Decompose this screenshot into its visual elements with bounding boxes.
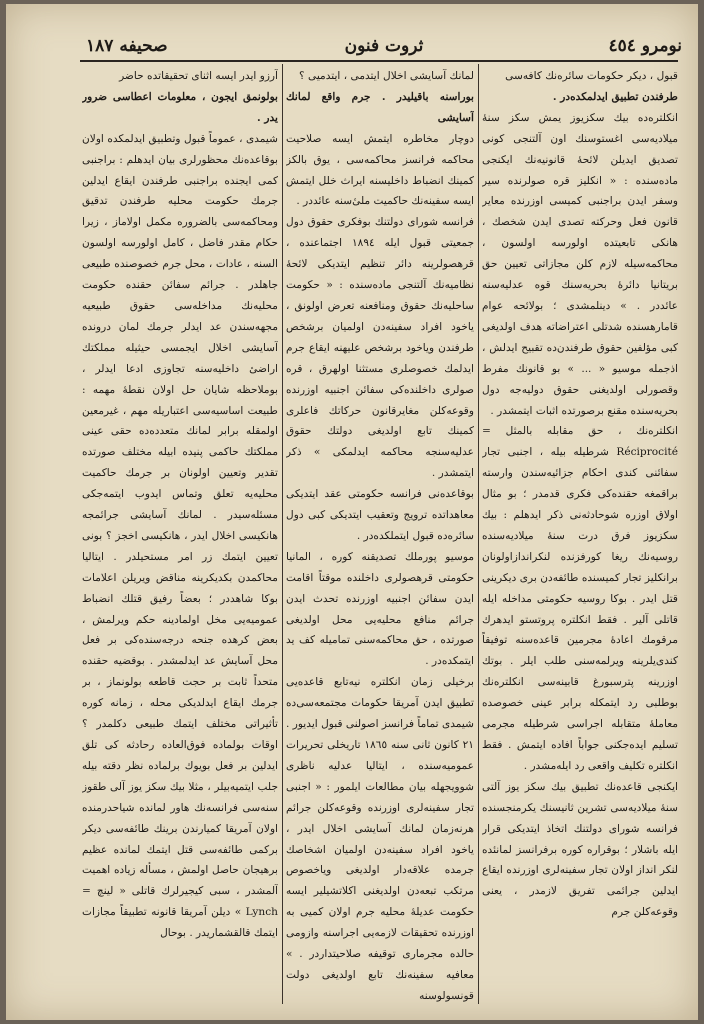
paragraph: بوقاعده‌نى فرانسه حكومتى عقد ايتديكى معاهداتده ترويج وتعقيب ايتديكى كبى دول سائره‌ده قبول ايتملكده‌در . (286, 488, 474, 542)
paragraph: بولونمق ايجون ، معلومات اعطاسى ضرور يدر . (82, 90, 278, 124)
paragraph: انكلتره‌ده بيك سكزيوز يمش سكز سنه‌ٔ ميلاديه‌سى اغستوسنك اون آلتنجى كونى تصديق ايديلن لائحهٔ قانونيه‌نك ايكنجى ماده‌سنده : « انكليز قره صولرنده سير وسفر ايدن براجنبى كميسى اوزرنده معاير قانون فعل وحركته تصدى ايدن شخصك ، هانكى تابعيتده اولورسه اولسون ، محاكمه‌سيله لازم كلن مجازاتى تعيين حق بريتانيا دائرهٔ بحريه‌سنك قوه عدليه‌سنه عائددر . » دينلمشدى ؛ بولائحه عوام قامارهسنده شدتلى اعتراضاته هدف اولديغى كبى مؤلفين حقوق طرفندن‌ده تقبيح ايدلش ، اذجمله موسيو « ... » بو قانونك مفرط وقصورلى اولديغنى حقوق دوليه‌جه دول بحريه‌سنده مقنع برصورتده اثبات ايتمشدر . (482, 111, 678, 417)
column-divider-right (478, 64, 479, 1004)
paragraph: موسيو پورملك تصديقنه كوره ، المانيا حكومتى قرهصولرى داخلنده موقتاً اقامت ايدن سفائن اجنبيه اوزرنده تحدث ايدن جرائم منافع محليه‌يى محل اولديغى صورتده ، حق محاكمه‌سنى تماميله كف يد ايتمكده‌در . (286, 550, 474, 668)
paragraph: آرزو ايدر ايسه اثناى تحقيقاتده حاضر (119, 70, 278, 82)
paragraph: فرانسه شوراى دولتنك بوفكرى حقوق دول جمعيتى قبول ايله ١٨٩٤ اجتماعنده ، قرهصولرينه دائر تنظيم ايتديكى لائحهٔ نظاميه‌نك آلتنجى ماده‌سنده : « حكومت ساحليه‌نك حقوق ومنافعنه تعرض اولونق ، ياخود افراد سفينه‌دن اولميان برشخص طرفندن وياخود برشخص عليهنه ايقاع جرم ايدلمك خصوصلرى مستثنا اولهرق ، قره صولرى داخلنده‌كى سفائن اجنبيه اوزرنده وقوعه‌كلن مغايرقانون حركاتك فاعلرى كمينك تابع اولديغى دولتك حقوق عدليه‌سنجه محاكمه ايدلمكى » ذكر ايتمشدر . (286, 216, 474, 480)
paragraph: ايكنجى قاعده‌نك تطبيق بيك سكز يوز آلتى سنهٔ ميلاديه‌سى تشرين ثانيسنك يكرمنجسنده فرانسه شوراى دولتنك اتخاذ ايتديكى قرار ايله باشلار ؛ بوقراره كوره برفرانسز لمانئده لنكر انداز اولان تجار سفينه‌لرى اوزرنده ايقاع ايدلين جرائمى تفريق لازمدر ، يعنى وقوعه‌كلن جرم (482, 780, 678, 919)
paragraph: لمانك آسايشى اخلال ايتدمى ، ايتدميى ؟ (299, 70, 474, 82)
page-number: صحيفه ١٨٧ (86, 36, 168, 56)
paragraph: برخيلى زمان انكلتره‌ نيه‌تابع قاعده‌يى تطبيق ايدن آمريقا حكومات مجتمعه‌سى‌ده شيمدى تماماً فرانسز اصولنى قبول ايديور . (286, 676, 474, 731)
paragraph: بوراسنه باقيليدر . جرم واقع لمانك آسايشى (286, 90, 474, 124)
paragraph: انكلتره‌نك ، حق مقابله بالمثل = Réciprocité شرطيله بيله ، اجنبى تجار سفائنى كندى احكام جزائيه‌سندن وارسته براقمغه حقنده‌كى فكرى قدمدر ؛ بو مثال اولاق اوزره شوحادثه‌نى ذكر ايدهلم : بيك سكزيوز فرق درت سنهٔ ميلاديه‌سنده روسيه‌نك ريغا كورفزنده لنكراندازاولونان برانكليز تجار كميسنده طائفه‌دن برى ديكرينى قتل ايدر . بوكا روسيه حكومتى مداخله ايله قاتلى آلير . فقط انكلتره پروتستو ايدهرك مرقومك اعادهٔ مجرمين قاعده‌سنه توفيقاً كندى‌يلرينه ويرلمه‌سنى طلب ايلر . بوتك اوزرينه‌ پترسبورغ قابينه‌سى انكلتره‌نك بوطلبى رد ايتمكله برابر عينى خصوصده معامله‌ٔ متقابله اجراسى شرطيله مجرمى تسليم ايده‌جكنى جواباً افاده ايتمش . فقط انكلتره تكليف واقعى رد ايله‌مشدر . (482, 425, 678, 772)
paragraph: ٢١ كانون ثانى سنه ١٨٦٥ تاريخلى تحريرات عموميه‌سنده ، ايتاليا عدليه ناظرى شوويجهله بيان مطالعات ايلمور : « اجنبى تجار سفينه‌لرى اوزرنده وقوعه‌كلن جرائم هرنه‌زمان لمانك آسايشى اخلال ايدر ، ياخود افراد سفينه‌دن اولميان اشخاصك جرمده علاقه‌دار اولديغى وياخصوص مرتكب تبعه‌دن اولديغنى اكلاتشيلير ايسه حكومت عديله‌ٔ محليه جرم اولان كميى‌ به اوزرنده تحقيقات لازمه‌يى اجراسنه وازومى حالده مجرمارى توقيفه صلاحيتداردر . » معافيه سفينه‌نك تابع اولديغى دولت قونسولوسنه (286, 739, 474, 1002)
column-divider-left (282, 64, 283, 1004)
column-right (482, 66, 678, 1006)
paragraph: دوچار مخاطره ايتمش ايسه صلاحيت محاكمه فرانسز محاكمه‌سى ، يوق بالكز كمينك انضباط داخليسنه ايراث خلل ايتمش ايسه سفينه‌نك حاكميت ملى‌ٔ‌سنه عائددر . (286, 132, 474, 208)
column-left (82, 66, 278, 1006)
paragraph: شيمدى ، عموماً قبول وتطبيق ايدلمكده اولان بوقاعده‌نك محظورلرى بيان ايدهلم : براجنبى كمى ايجنده براجنبى طرفندن ايقاع ايدلين جرمك حكومت محليه طرفندن تدقيق ومحاكمه‌سى بالضروره مكمل اولاماز ، زيرا حكام مقدر فاضل ، كامل اولورسه اولسون السنه ، عادات ، محل جرم خصوصنده طبيعى جاهلدر . جرائم سفائن حقنده حكومت محليه‌نك مداخله‌سى حقوق طبيعيه مجهه‌سندن عد ايدلر جرمك لمان درونده آسايشى اخلال ايجمسى حيثيله مملكتك اراضئ داخليه‌سنه تجاوزى ادعا ايدلر ، بوملاحظه شايان حل اولان نقطهٔ مهمه : طبيعت اساسيه‌سى اعتباريله مهم ، غيرمعين اولمقله برابر لمانك متعدده‌ده حقى عينى مملكتك حاكمى پنيده ابيله مختلف صورتده تقدير وتعيين اولونان بر جرمك حاكميت محليه‌يه تعلق وتماس ايدوب ايتمه‌جكى مسئله‌سيدر . لمانك آسايشى جرائمجه هانكيسى اخلال ايدر ، هانكيسى اخجز ؟ بونى تعيين ايتمك زر امر مستحيلدر . ايتاليا محاكمدن بكديكرينه مناقض ويريلن اعلامات بوكا شاهددر ؛ بعضاً رفيق قتلك انضباط عموميه‌يى مخل اولمادينه حكم ويرلمش ، بعض كرهده جنحه درجه‌سنده‌كى بر فعل محل آسايش عد ايدلمشدر . بوقضيه حقنده متحداً ثابت بر حجت قاطعه بولونماز ، بر جرمك ايقاع ايدلديكى محله ، زمانه كوره تأثيراتى مختلف ايتمك طبيعى دكلمدر ؟ اوقات بولماده فوق‌العاده رحادثه كى تلق ايدلين بر فعل بويوك برلماده نظر دقته بيله جلب ايتميه‌بيلر ، مثلا بيك سكز يوز آلى طقوز سنه‌سى فرانسه‌نك هاور لمانده شياحدرمنده اولان آمريقا كميارندن برينك طائفه‌سى ديكر بركمى طائفه‌سى قتل ايتمك لمانده عظيم برهيجان حاصل اولمش ، مسأله زياده اهميت آلمشدر ، سبى كيجيرلرك قاتلى « لينچ = Lynch » ديلن آمريقا قانونه تطبيقاً مجازات ايتمك قالقشماريدر . بوحال (82, 132, 278, 940)
column-middle (286, 66, 474, 1006)
paragraph: قبول ، ديكر حكومات سائره‌نك كافه‌سى (505, 70, 678, 82)
issue-number: نومرو ٤٥٤ (608, 36, 682, 56)
header-rule (80, 60, 678, 62)
paragraph: طرفندن تطبيق ايدلمكده‌در . (552, 90, 678, 103)
journal-title: ثروت فنون (344, 36, 424, 56)
